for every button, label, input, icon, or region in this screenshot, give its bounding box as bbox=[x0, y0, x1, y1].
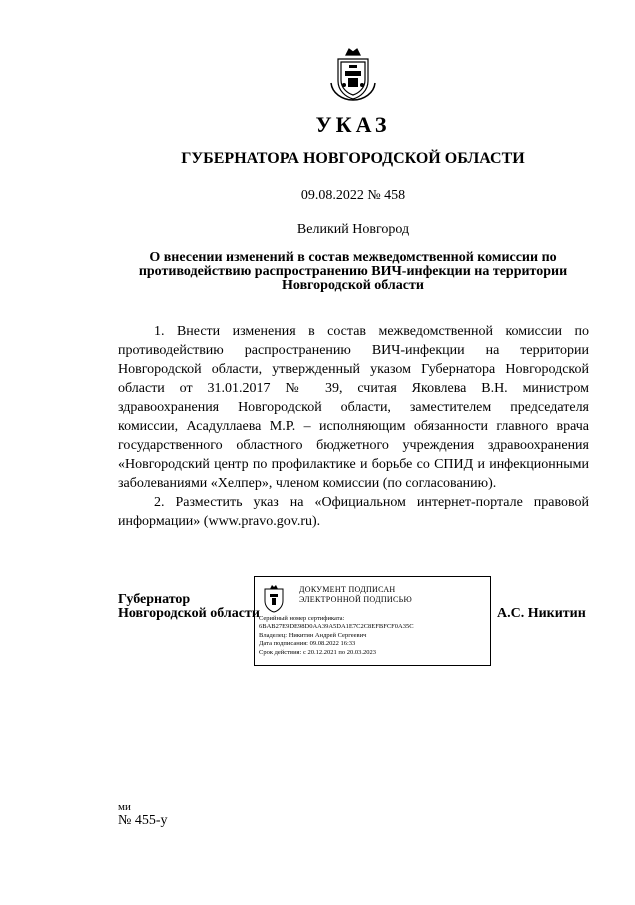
body-paragraph: 2. Разместить указ на «Официальном интернет-портале правовой информации» (www.pravo.gov.ru). bbox=[118, 495, 589, 529]
signer-position bbox=[118, 593, 260, 621]
stamp-signed-date: Дата подписания: 09.08.2022 16:33 bbox=[259, 640, 356, 648]
footer-reference bbox=[118, 800, 168, 828]
heading-line: противодействию распространению ВИЧ-инфекции на территории bbox=[138, 264, 568, 279]
stamp-emblem-icon bbox=[261, 583, 287, 613]
stamp-owner: Владелец: Никитин Андрей Сергеевич bbox=[259, 631, 367, 639]
number-label: № bbox=[367, 188, 381, 203]
stamp-title-line: ЭЛЕКТРОННОЙ ПОДПИСЬЮ bbox=[299, 595, 413, 604]
coat-of-arms-emblem bbox=[330, 45, 376, 101]
heading-line: Новгородской области bbox=[282, 278, 424, 293]
footer-number: № 455-у bbox=[118, 813, 168, 828]
signer-name: А.С. Никитин bbox=[497, 606, 586, 621]
stamp-details bbox=[259, 615, 414, 657]
heading-line: О внесении изменений в состав межведомственной комиссии по bbox=[149, 250, 557, 265]
document-title: УКАЗ bbox=[315, 112, 391, 137]
document-date: 09.08.2022 bbox=[300, 188, 364, 203]
stamp-validity: Срок действия: с 20.12.2021 по 20.03.2023 bbox=[259, 648, 376, 656]
signer-position-line: Губернатор bbox=[118, 592, 191, 607]
document-heading bbox=[135, 251, 571, 293]
stamp-serial-label: Серийный номер сертификата: bbox=[259, 615, 345, 622]
stamp-title-line: ДОКУМЕНТ ПОДПИСАН bbox=[299, 585, 396, 594]
document-city: Великий Новгород bbox=[296, 222, 410, 237]
stamp-serial: 6BAB27E9DE98D0AA39A5DA1E7C2C8EFBFCF0A35C bbox=[259, 623, 414, 631]
document-number: 458 bbox=[384, 188, 406, 203]
electronic-signature-stamp bbox=[254, 576, 491, 666]
signer-position-line: Новгородской области bbox=[118, 606, 260, 621]
document-body bbox=[118, 322, 589, 531]
document-date-number bbox=[0, 188, 635, 204]
footer-initials: ми bbox=[118, 801, 131, 813]
body-paragraph: 1. Внести изменения в состав межведомственной комиссии по противодействию распространению ВИЧ-инфекции на территории Новгородской области, утвержденный указом Губернатора Новгородской области от 31.01.2017 № 39, считая Яковлева В.Н. министром здравоохранения Новгородской области, заместителем председателя комиссии, Асадуллаева М.Р. – исполняющим обязанности главного врача государственного областного бюджетного учреждения здравоохранения «Новгородский центр по профилактике и борьбе со СПИД и инфекционными заболеваниями «Хелпер», членом комиссии (по согласованию). bbox=[118, 324, 589, 491]
document-subtitle: ГУБЕРНАТОРА НОВГОРОДСКОЙ ОБЛАСТИ bbox=[181, 150, 525, 167]
stamp-header bbox=[295, 585, 412, 605]
